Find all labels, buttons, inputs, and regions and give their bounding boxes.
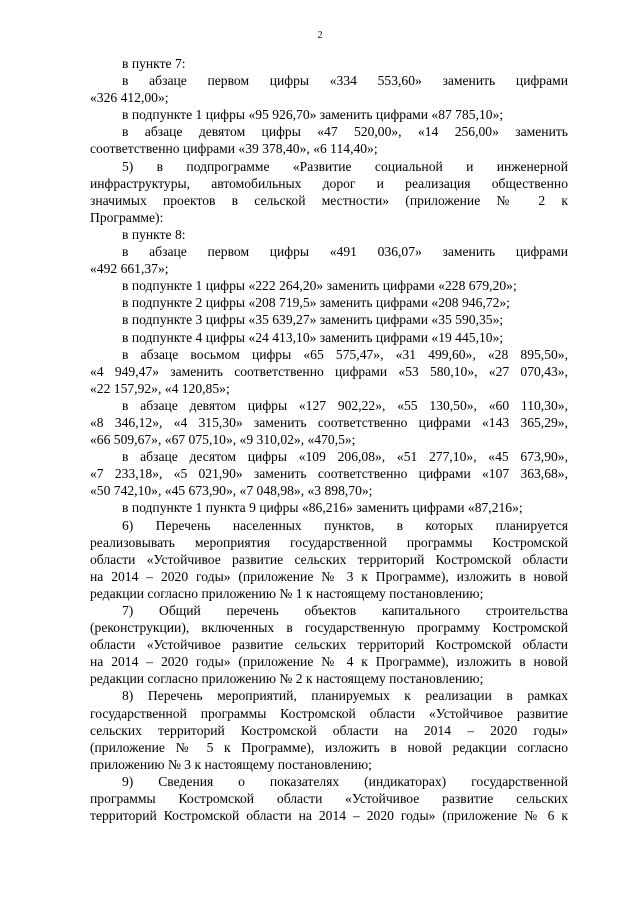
text-line: в подпункте 1 цифры «95 926,70» заменить цифрами «87 785,10»; bbox=[122, 107, 504, 123]
text-line: Программе): bbox=[90, 209, 164, 225]
text-line: «50 742,10», «45 673,90», «7 048,98», «3 898,70»; bbox=[90, 483, 373, 499]
text-line: редакции согласно приложению № 1 к настоящему постановлению; bbox=[90, 585, 484, 601]
text-line: «4 949,47» заменить соответственно цифрами «53 580,10», «27 070,43», bbox=[90, 363, 568, 379]
text-line: инфраструктуры, автомобильных дорог и реализация общественно bbox=[90, 175, 568, 191]
text-line: «492 661,37»; bbox=[90, 261, 169, 277]
text-line: в пункте 7: bbox=[122, 56, 186, 71]
text-line: (реконструкции), включенных в государственную программу Костромской bbox=[90, 620, 568, 636]
text-line: на 2014 – 2020 годы» (приложение № 3 к Программе), изложить в новой bbox=[90, 568, 568, 584]
text-line: территорий Костромской области на 2014 – 2020 годы» (приложение № 6 к bbox=[90, 808, 568, 824]
text-line: «22 157,92», «4 120,85»; bbox=[90, 380, 230, 396]
text-line: «7 233,18», «5 021,90» заменить соответственно цифрами «107 363,68», bbox=[90, 466, 568, 482]
text-line: в подпункте 1 цифры «222 264,20» заменить цифрами «228 679,20»; bbox=[122, 278, 517, 294]
text-line: в абзаце первом цифры «334 553,60» заменить цифрами bbox=[122, 73, 568, 89]
text-line: 6) Перечень населенных пунктов, в которых планируется bbox=[122, 517, 568, 533]
text-line: в абзаце первом цифры «491 036,07» заменить цифрами bbox=[122, 244, 568, 260]
text-line: реализовывать мероприятия государственной программы Костромской bbox=[90, 534, 568, 550]
text-line: в пункте 8: bbox=[122, 226, 186, 242]
text-line: значимых проектов в сельской местности» (приложение № 2 к bbox=[90, 192, 568, 208]
text-line: области «Устойчивое развитие сельских территорий Костромской области bbox=[90, 551, 568, 567]
text-line: «8 346,12», «4 315,30» заменить соответственно цифрами «143 365,29», bbox=[90, 414, 568, 430]
page-number: 2 bbox=[317, 30, 323, 41]
text-line: «66 509,67», «67 075,10», «9 310,02», «470,5»; bbox=[90, 432, 356, 448]
text-line: сельских территорий Костромской области на 2014 – 2020 годы» bbox=[90, 722, 568, 738]
text-line: в абзаце десятом цифры «109 206,08», «51 277,10», «45 673,90», bbox=[122, 449, 568, 465]
text-line: в абзаце девятом цифры «47 520,00», «14 256,00» заменить bbox=[122, 124, 568, 140]
text-line: редакции согласно приложению № 2 к настоящему постановлению; bbox=[90, 671, 484, 687]
text-line: государственной программы Костромской области «Устойчивое развитие bbox=[90, 705, 568, 721]
text-line: на 2014 – 2020 годы» (приложение № 4 к Программе), изложить в новой bbox=[90, 654, 568, 670]
text-line: 5) в подпрограмме «Развитие социальной и инженерной bbox=[122, 158, 568, 174]
text-line: в подпункте 2 цифры «208 719,5» заменить цифрами «208 946,72»; bbox=[122, 295, 510, 311]
document-body bbox=[90, 55, 568, 824]
text-line: 9) Сведения о показателях (индикаторах) государственной bbox=[122, 773, 568, 789]
text-line: в подпункте 3 цифры «35 639,27» заменить цифрами «35 590,35»; bbox=[122, 312, 504, 328]
text-line: 7) Общий перечень объектов капитального строительства bbox=[122, 603, 568, 618]
text-line: области «Устойчивое развитие сельских территорий Костромской области bbox=[90, 637, 568, 653]
text-line: (приложение № 5 к Программе), изложить в новой редакции согласно bbox=[90, 739, 568, 755]
text-line: соответственно цифрами «39 378,40», «6 114,40»; bbox=[90, 141, 378, 157]
text-line: программы Костромской области «Устойчивое развитие сельских bbox=[90, 791, 568, 807]
text-line: «326 412,00»; bbox=[90, 90, 169, 106]
text-line: в абзаце девятом цифры «127 902,22», «55 130,50», «60 110,30», bbox=[122, 397, 568, 413]
text-line: в подпункте 1 пункта 9 цифры «86,216» заменить цифрами «87,216»; bbox=[122, 500, 523, 516]
text-line: в абзаце восьмом цифры «65 575,47», «31 499,60», «28 895,50», bbox=[122, 346, 568, 362]
text-line: 8) Перечень мероприятий, планируемых к реализации в рамках bbox=[122, 688, 568, 704]
text-line: в подпункте 4 цифры «24 413,10» заменить цифрами «19 445,10»; bbox=[122, 329, 504, 345]
text-line: приложению № 3 к настоящему постановлению; bbox=[90, 756, 372, 772]
